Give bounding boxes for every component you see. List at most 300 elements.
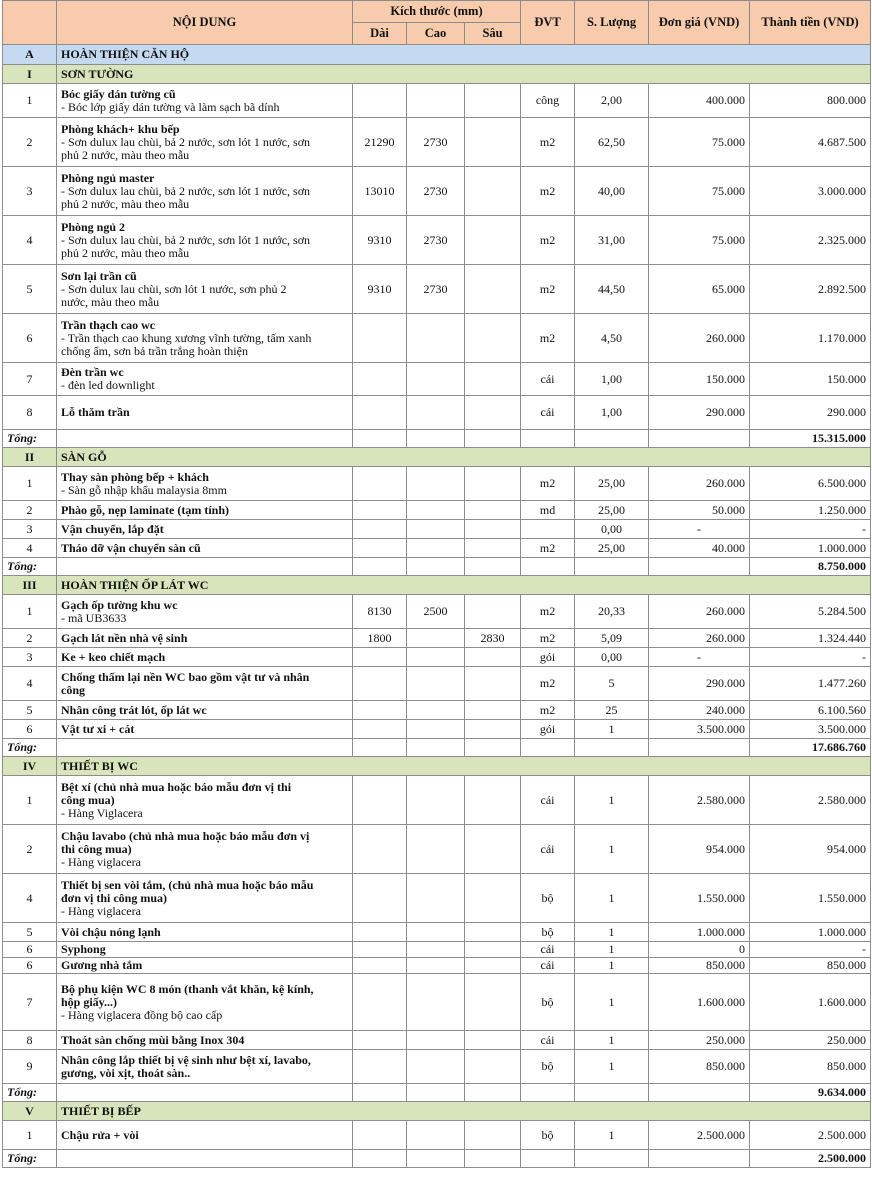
item-length: 13010 bbox=[353, 167, 407, 216]
item-depth bbox=[465, 1050, 521, 1084]
total-empty-cell bbox=[575, 1150, 649, 1168]
item-amount: 2.500.000 bbox=[750, 1121, 871, 1150]
item-unit: m2 bbox=[521, 314, 575, 363]
item-amount: 4.687.500 bbox=[750, 118, 871, 167]
item-name: Nhân công trát lót, ốp lát wc bbox=[61, 702, 207, 717]
item-qty: 1 bbox=[575, 825, 649, 874]
table-row bbox=[3, 467, 871, 501]
total-empty-cell bbox=[57, 430, 353, 448]
item-depth bbox=[465, 942, 521, 958]
item-price: 75.000 bbox=[649, 167, 750, 216]
item-height: 2730 bbox=[407, 216, 465, 265]
item-price: 850.000 bbox=[649, 958, 750, 974]
total-empty-cell bbox=[465, 430, 521, 448]
table-row bbox=[3, 595, 871, 629]
item-depth bbox=[465, 1031, 521, 1050]
main-section-title: HOÀN THIỆN CĂN HỘ bbox=[57, 45, 871, 65]
item-price: 50.000 bbox=[649, 501, 750, 520]
item-content bbox=[57, 923, 353, 942]
header-price: Đơn giá (VND) bbox=[649, 1, 750, 45]
item-no: 7 bbox=[3, 363, 57, 396]
item-length bbox=[353, 923, 407, 942]
item-price: 260.000 bbox=[649, 314, 750, 363]
item-name: Chống thấm lại nền WC bao gồm vật tư và nhân bbox=[61, 669, 310, 684]
item-length bbox=[353, 1050, 407, 1084]
item-name: Trần thạch cao wc bbox=[61, 317, 156, 332]
item-depth bbox=[465, 648, 521, 667]
item-content bbox=[57, 1121, 353, 1150]
item-content bbox=[57, 84, 353, 118]
item-length bbox=[353, 958, 407, 974]
item-height: 2730 bbox=[407, 265, 465, 314]
table-row bbox=[3, 396, 871, 430]
item-amount: 1.477.260 bbox=[750, 667, 871, 701]
total-empty-cell bbox=[57, 558, 353, 576]
total-empty-cell bbox=[575, 430, 649, 448]
item-length bbox=[353, 648, 407, 667]
item-unit: bộ bbox=[521, 1121, 575, 1150]
total-empty-cell bbox=[521, 1150, 575, 1168]
item-qty: 25,00 bbox=[575, 501, 649, 520]
item-unit: m2 bbox=[521, 667, 575, 701]
total-empty-cell bbox=[521, 558, 575, 576]
item-no: 1 bbox=[3, 595, 57, 629]
item-depth bbox=[465, 363, 521, 396]
item-qty: 1,00 bbox=[575, 363, 649, 396]
item-content bbox=[57, 216, 353, 265]
item-name-cont: gương, vòi xịt, thoát sàn.. bbox=[61, 1065, 191, 1080]
item-name: Ke + keo chiết mạch bbox=[61, 649, 166, 664]
total-empty-cell bbox=[649, 430, 750, 448]
section-row bbox=[3, 576, 871, 595]
total-empty-cell bbox=[353, 1084, 407, 1102]
item-content bbox=[57, 539, 353, 558]
item-desc: - Bóc lớp giấy dán tường và làm sạch bã dính bbox=[61, 99, 280, 114]
item-unit: cái bbox=[521, 363, 575, 396]
item-content bbox=[57, 874, 353, 923]
item-name: Syphong bbox=[61, 942, 106, 956]
item-length: 9310 bbox=[353, 265, 407, 314]
item-desc: - Sơn dulux lau chùi, bả 2 nước, sơn lót 1 nước, sơn bbox=[61, 232, 311, 247]
item-amount: 2.892.500 bbox=[750, 265, 871, 314]
item-unit: cái bbox=[521, 825, 575, 874]
item-desc: - Sơn dulux lau chùi, bả 2 nước, sơn lót 1 nước, sơn bbox=[61, 134, 311, 149]
section-row bbox=[3, 65, 871, 84]
item-height bbox=[407, 825, 465, 874]
main-section-no: A bbox=[3, 45, 57, 65]
item-no: 3 bbox=[3, 648, 57, 667]
total-empty-cell bbox=[353, 430, 407, 448]
item-length: 8130 bbox=[353, 595, 407, 629]
item-content bbox=[57, 720, 353, 739]
total-amount: 8.750.000 bbox=[750, 558, 871, 576]
table-row bbox=[3, 958, 871, 974]
item-no: 1 bbox=[3, 84, 57, 118]
header-depth: Sâu bbox=[465, 23, 521, 45]
item-name-cont: đơn vị thi công mua) bbox=[61, 890, 167, 905]
item-unit: m2 bbox=[521, 595, 575, 629]
item-content bbox=[57, 958, 353, 974]
total-empty-cell bbox=[57, 1084, 353, 1102]
item-length bbox=[353, 501, 407, 520]
item-depth bbox=[465, 1121, 521, 1150]
item-length bbox=[353, 776, 407, 825]
item-qty: 0,00 bbox=[575, 648, 649, 667]
item-price: 150.000 bbox=[649, 363, 750, 396]
item-amount: 1.550.000 bbox=[750, 874, 871, 923]
item-amount: 1.324.440 bbox=[750, 629, 871, 648]
item-name: Vận chuyển, lắp đặt bbox=[61, 521, 164, 536]
table-row bbox=[3, 776, 871, 825]
item-price: - bbox=[649, 648, 750, 667]
item-unit: m2 bbox=[521, 539, 575, 558]
item-height: 2730 bbox=[407, 167, 465, 216]
section-no: V bbox=[3, 1102, 57, 1121]
table-row bbox=[3, 167, 871, 216]
item-desc: nước, màu theo mẫu bbox=[61, 294, 160, 309]
item-content bbox=[57, 648, 353, 667]
item-qty: 1,00 bbox=[575, 396, 649, 430]
total-empty-cell bbox=[649, 739, 750, 757]
item-price: 2.580.000 bbox=[649, 776, 750, 825]
item-unit: bộ bbox=[521, 974, 575, 1031]
item-desc: phủ 2 nước, màu theo mẫu bbox=[61, 245, 190, 260]
item-name: Phòng ngủ 2 bbox=[61, 219, 126, 234]
item-content bbox=[57, 363, 353, 396]
item-height bbox=[407, 1121, 465, 1150]
item-no: 4 bbox=[3, 539, 57, 558]
header-no bbox=[3, 1, 57, 45]
item-content bbox=[57, 314, 353, 363]
item-depth bbox=[465, 958, 521, 974]
item-price: - bbox=[649, 520, 750, 539]
header-size: Kích thước (mm) bbox=[353, 1, 521, 23]
item-content bbox=[57, 974, 353, 1031]
item-amount: 6.100.560 bbox=[750, 701, 871, 720]
item-qty: 0,00 bbox=[575, 520, 649, 539]
total-empty-cell bbox=[465, 739, 521, 757]
section-title: THIẾT BỊ BẾP bbox=[57, 1102, 871, 1121]
item-desc: - Sơn dulux lau chùi, bả 2 nước, sơn lót 1 nước, sơn bbox=[61, 183, 311, 198]
header-length: Dài bbox=[353, 23, 407, 45]
item-unit: m2 bbox=[521, 629, 575, 648]
item-length bbox=[353, 314, 407, 363]
total-empty-cell bbox=[521, 739, 575, 757]
item-depth bbox=[465, 667, 521, 701]
item-amount: 1.000.000 bbox=[750, 539, 871, 558]
item-no: 7 bbox=[3, 974, 57, 1031]
header-qty: S. Lượng bbox=[575, 1, 649, 45]
total-empty-cell bbox=[407, 558, 465, 576]
item-no: 2 bbox=[3, 629, 57, 648]
total-empty-cell bbox=[57, 739, 353, 757]
item-height: 2730 bbox=[407, 118, 465, 167]
table-row bbox=[3, 216, 871, 265]
table-row bbox=[3, 1121, 871, 1150]
item-no: 5 bbox=[3, 701, 57, 720]
item-height bbox=[407, 1050, 465, 1084]
item-unit: gói bbox=[521, 648, 575, 667]
item-height bbox=[407, 923, 465, 942]
item-depth bbox=[465, 467, 521, 501]
total-empty-cell bbox=[353, 739, 407, 757]
item-depth bbox=[465, 84, 521, 118]
item-desc: - Trần thạch cao khung xương vĩnh tường, tấm xanh bbox=[61, 330, 312, 345]
header-content: NỘI DUNG bbox=[57, 1, 353, 45]
item-length bbox=[353, 396, 407, 430]
item-height bbox=[407, 501, 465, 520]
table-row bbox=[3, 923, 871, 942]
table-row bbox=[3, 701, 871, 720]
item-qty: 20,33 bbox=[575, 595, 649, 629]
item-height bbox=[407, 314, 465, 363]
section-no: I bbox=[3, 65, 57, 84]
item-name: Thiết bị sen vòi tắm, (chủ nhà mua hoặc báo mẫu bbox=[61, 877, 314, 892]
item-price: 40.000 bbox=[649, 539, 750, 558]
total-row bbox=[3, 1084, 871, 1102]
item-no: 9 bbox=[3, 1050, 57, 1084]
total-label: Tổng: bbox=[3, 430, 57, 448]
item-unit: cái bbox=[521, 1031, 575, 1050]
item-height bbox=[407, 363, 465, 396]
total-empty-cell bbox=[57, 1150, 353, 1168]
item-unit: gói bbox=[521, 720, 575, 739]
item-content bbox=[57, 1050, 353, 1084]
item-height bbox=[407, 396, 465, 430]
item-desc: phủ 2 nước, màu theo mẫu bbox=[61, 196, 190, 211]
item-name: Lỗ thăm trần bbox=[61, 405, 130, 419]
item-price: 3.500.000 bbox=[649, 720, 750, 739]
item-content bbox=[57, 501, 353, 520]
item-name: Chậu lavabo (chủ nhà mua hoặc báo mẫu đơn vị bbox=[61, 828, 310, 843]
item-qty: 25 bbox=[575, 701, 649, 720]
item-height bbox=[407, 874, 465, 923]
item-amount: - bbox=[750, 520, 871, 539]
total-row bbox=[3, 558, 871, 576]
item-height bbox=[407, 539, 465, 558]
item-qty: 1 bbox=[575, 923, 649, 942]
total-empty-cell bbox=[575, 739, 649, 757]
section-title: THIẾT BỊ WC bbox=[57, 757, 871, 776]
item-length bbox=[353, 720, 407, 739]
item-qty: 1 bbox=[575, 1031, 649, 1050]
item-qty: 5 bbox=[575, 667, 649, 701]
table-row bbox=[3, 825, 871, 874]
table-row bbox=[3, 974, 871, 1031]
item-no: 1 bbox=[3, 467, 57, 501]
item-price: 2.500.000 bbox=[649, 1121, 750, 1150]
item-price: 0 bbox=[649, 942, 750, 958]
item-content bbox=[57, 595, 353, 629]
item-price: 290.000 bbox=[649, 667, 750, 701]
item-content bbox=[57, 942, 353, 958]
item-price: 75.000 bbox=[649, 216, 750, 265]
item-amount: 1.250.000 bbox=[750, 501, 871, 520]
item-unit: bộ bbox=[521, 1050, 575, 1084]
total-label: Tổng: bbox=[3, 739, 57, 757]
total-empty-cell bbox=[649, 1150, 750, 1168]
table-row bbox=[3, 539, 871, 558]
item-price: 1.000.000 bbox=[649, 923, 750, 942]
item-amount: 1.000.000 bbox=[750, 923, 871, 942]
item-qty: 25,00 bbox=[575, 467, 649, 501]
item-no: 2 bbox=[3, 118, 57, 167]
table-row bbox=[3, 720, 871, 739]
item-desc: - Hàng viglacera bbox=[61, 903, 141, 918]
item-qty: 1 bbox=[575, 974, 649, 1031]
item-name: Tháo dỡ vận chuyển sàn cũ bbox=[61, 540, 201, 555]
item-content bbox=[57, 118, 353, 167]
item-amount: 3.500.000 bbox=[750, 720, 871, 739]
item-name: Bộ phụ kiện WC 8 món (thanh vắt khăn, kệ kính, bbox=[61, 981, 314, 996]
item-unit: md bbox=[521, 501, 575, 520]
item-name: Sơn lại trần cũ bbox=[61, 268, 137, 283]
item-no: 1 bbox=[3, 1121, 57, 1150]
item-desc: - Hàng Viglacera bbox=[61, 805, 143, 820]
item-name: Phòng ngủ master bbox=[61, 170, 155, 185]
total-empty-cell bbox=[649, 558, 750, 576]
item-no: 3 bbox=[3, 520, 57, 539]
item-content bbox=[57, 776, 353, 825]
item-qty: 1 bbox=[575, 874, 649, 923]
item-depth bbox=[465, 216, 521, 265]
item-no: 4 bbox=[3, 216, 57, 265]
item-no: 6 bbox=[3, 958, 57, 974]
item-no: 8 bbox=[3, 396, 57, 430]
item-name: Vòi chậu nóng lạnh bbox=[61, 924, 161, 939]
item-height bbox=[407, 701, 465, 720]
item-qty: 1 bbox=[575, 720, 649, 739]
item-length bbox=[353, 1031, 407, 1050]
item-depth bbox=[465, 501, 521, 520]
item-depth bbox=[465, 265, 521, 314]
item-name-cont: thi công mua) bbox=[61, 841, 132, 856]
item-desc: - mã UB3633 bbox=[61, 610, 127, 625]
header-height: Cao bbox=[407, 23, 465, 45]
total-empty-cell bbox=[575, 558, 649, 576]
item-amount: 2.325.000 bbox=[750, 216, 871, 265]
item-content bbox=[57, 265, 353, 314]
item-depth bbox=[465, 874, 521, 923]
item-name: Chậu rửa + vòi bbox=[61, 1127, 139, 1142]
item-qty: 25,00 bbox=[575, 539, 649, 558]
total-amount: 17.686.760 bbox=[750, 739, 871, 757]
table-row bbox=[3, 314, 871, 363]
item-length bbox=[353, 467, 407, 501]
item-amount: 2.580.000 bbox=[750, 776, 871, 825]
total-amount: 9.634.000 bbox=[750, 1084, 871, 1102]
item-depth bbox=[465, 539, 521, 558]
total-label: Tổng: bbox=[3, 558, 57, 576]
item-height bbox=[407, 648, 465, 667]
section-title: SÀN GỖ bbox=[57, 448, 871, 467]
total-empty-cell bbox=[649, 1084, 750, 1102]
item-height bbox=[407, 776, 465, 825]
section-row bbox=[3, 1102, 871, 1121]
total-empty-cell bbox=[465, 1150, 521, 1168]
item-length bbox=[353, 667, 407, 701]
item-depth bbox=[465, 974, 521, 1031]
item-price: 75.000 bbox=[649, 118, 750, 167]
item-qty: 31,00 bbox=[575, 216, 649, 265]
item-no: 4 bbox=[3, 874, 57, 923]
item-depth bbox=[465, 776, 521, 825]
item-name: Nhân công lắp thiết bị vệ sinh như bệt xí, lavabo, bbox=[61, 1052, 311, 1067]
table-row bbox=[3, 84, 871, 118]
header-amount: Thành tiền (VND) bbox=[750, 1, 871, 45]
item-qty: 1 bbox=[575, 1050, 649, 1084]
item-qty: 62,50 bbox=[575, 118, 649, 167]
item-depth bbox=[465, 314, 521, 363]
table-row bbox=[3, 1050, 871, 1084]
item-name-cont: công mua) bbox=[61, 792, 115, 807]
item-qty: 4,50 bbox=[575, 314, 649, 363]
item-name: Gương nhà tắm bbox=[61, 958, 143, 972]
table-row bbox=[3, 265, 871, 314]
item-desc: - Hàng viglacera đồng bộ cao cấp bbox=[61, 1007, 223, 1022]
item-name-cont: công bbox=[61, 682, 85, 697]
item-price: 954.000 bbox=[649, 825, 750, 874]
item-amount: 3.000.000 bbox=[750, 167, 871, 216]
total-label: Tổng: bbox=[3, 1150, 57, 1168]
item-height bbox=[407, 667, 465, 701]
section-title: SƠN TƯỜNG bbox=[57, 65, 871, 84]
main-section-row bbox=[3, 45, 871, 65]
item-length bbox=[353, 942, 407, 958]
item-length bbox=[353, 1121, 407, 1150]
item-unit: m2 bbox=[521, 701, 575, 720]
header-unit: ĐVT bbox=[521, 1, 575, 45]
item-height bbox=[407, 629, 465, 648]
item-amount: 954.000 bbox=[750, 825, 871, 874]
item-amount: 150.000 bbox=[750, 363, 871, 396]
item-qty: 1 bbox=[575, 776, 649, 825]
item-amount: 6.500.000 bbox=[750, 467, 871, 501]
item-name: Thay sàn phòng bếp + khách bbox=[61, 469, 209, 484]
item-depth bbox=[465, 825, 521, 874]
item-depth bbox=[465, 595, 521, 629]
item-unit: m2 bbox=[521, 216, 575, 265]
item-length bbox=[353, 363, 407, 396]
item-qty: 1 bbox=[575, 942, 649, 958]
item-desc: chống ẩm, sơn bả trần trắng hoàn thiện bbox=[61, 343, 248, 358]
item-height: 2500 bbox=[407, 595, 465, 629]
item-price: 850.000 bbox=[649, 1050, 750, 1084]
table-row bbox=[3, 118, 871, 167]
total-empty-cell bbox=[521, 1084, 575, 1102]
item-depth bbox=[465, 520, 521, 539]
table-row bbox=[3, 1031, 871, 1050]
item-unit: bộ bbox=[521, 923, 575, 942]
table-row bbox=[3, 501, 871, 520]
item-unit: cái bbox=[521, 958, 575, 974]
item-price: 260.000 bbox=[649, 595, 750, 629]
item-amount: - bbox=[750, 648, 871, 667]
section-row bbox=[3, 757, 871, 776]
item-name: Phào gỗ, nẹp laminate (tạm tính) bbox=[61, 502, 229, 517]
item-depth bbox=[465, 396, 521, 430]
item-unit: m2 bbox=[521, 467, 575, 501]
item-amount: 800.000 bbox=[750, 84, 871, 118]
item-no: 6 bbox=[3, 720, 57, 739]
quotation-table bbox=[2, 0, 871, 1168]
item-price: 400.000 bbox=[649, 84, 750, 118]
item-amount: 290.000 bbox=[750, 396, 871, 430]
item-amount: 850.000 bbox=[750, 958, 871, 974]
section-title: HOÀN THIỆN ỐP LÁT WC bbox=[57, 576, 871, 595]
total-empty-cell bbox=[575, 1084, 649, 1102]
item-name: Gạch lát nền nhà vệ sinh bbox=[61, 630, 188, 645]
